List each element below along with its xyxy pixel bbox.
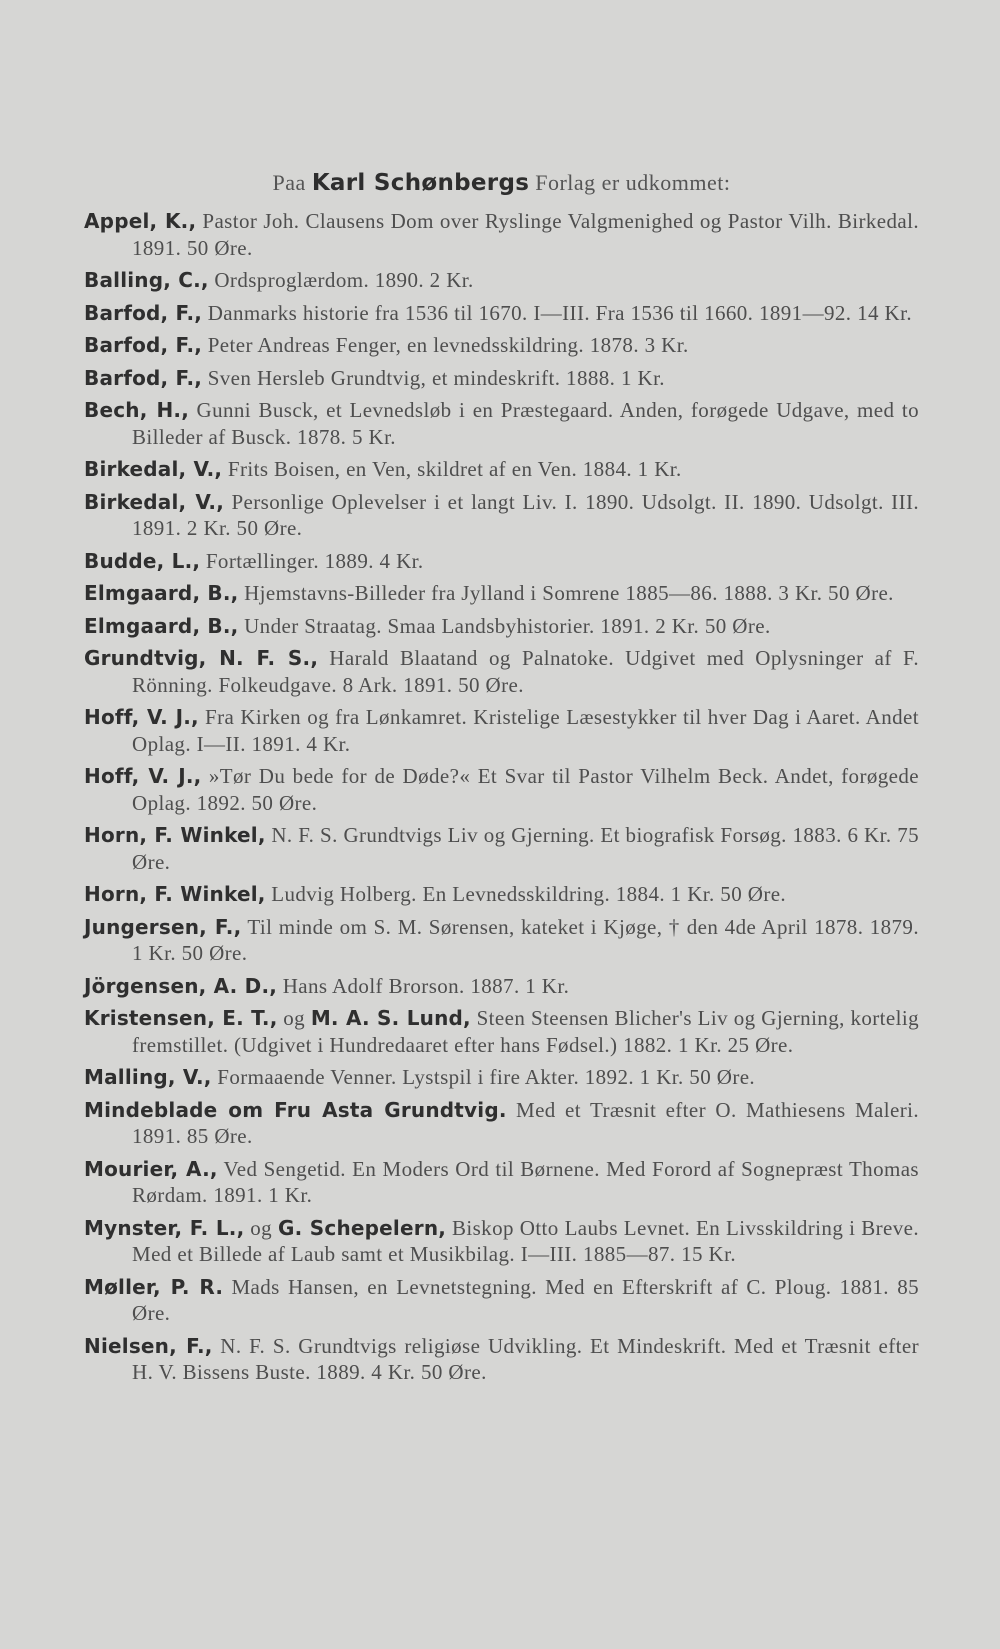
entry-description: Mads Hansen, en Levnetstegning. Med en Efterskrift af C. Ploug. 1881. 85 Øre.	[132, 1274, 919, 1325]
entry-description: Biskop Otto Laubs Levnet. En Livsskildring i Breve. Med et Billede af Laub samt et Musikbilag. I—III. 1885—87. 15 Kr.	[132, 1215, 920, 1266]
entry-description: N. F. S. Grundtvigs religiøse Udvikling. Et Mindeskrift. Med et Træsnit efter H. V. Bissens Buste. 1889. 4 Kr. 50 Øre.	[132, 1333, 919, 1384]
entry-author: Nielsen, F.,	[84, 1333, 213, 1358]
entry-description: Pastor Joh. Clausens Dom over Ryslinge Valgmenighed og Pastor Vilh. Birkedal. 1891. 50 Øre.	[132, 209, 919, 260]
catalog-entry	[84, 548, 919, 575]
entry-author: Jungersen, F.,	[84, 914, 242, 939]
catalog-entry	[84, 1156, 919, 1209]
catalog-entry	[84, 1215, 919, 1268]
entry-description: »Tør Du bede for de Døde?« Et Svar til Pastor Vilhelm Beck. Andet, forøgede Oplag. 1892. 50 Øre.	[132, 764, 919, 815]
catalog-entry	[84, 365, 919, 392]
entry-author: Kristensen, E. T.,	[84, 1006, 278, 1030]
entry-author: Møller, P. R.	[84, 1274, 224, 1299]
catalog-entry	[84, 645, 919, 698]
catalog-entry	[84, 822, 919, 875]
entry-author: Hoff, V. J.,	[84, 764, 202, 788]
entry-description: Fra Kirken og fra Lønkamret. Kristelige Læsestykker til hver Dag i Aaret. Andet Oplag. I—II. 1891. 4 Kr.	[132, 705, 919, 756]
entry-description: Hans Adolf Brorson. 1887. 1 Kr.	[282, 973, 570, 998]
entry-author: Birkedal, V.,	[84, 489, 225, 514]
entry-author: Balling, C.,	[84, 268, 209, 292]
entry-author: Jörgensen, A. D.,	[84, 973, 278, 998]
entry-author: Birkedal, V.,	[84, 457, 223, 481]
entry-joiner: og	[283, 1006, 306, 1030]
catalog-entry	[84, 1333, 919, 1386]
catalog-entry	[84, 763, 919, 816]
catalog-entry	[84, 397, 919, 450]
entry-description: Under Straatag. Smaa Landsbyhistorier. 1891. 2 Kr. 50 Øre.	[244, 613, 771, 638]
entry-author: Appel, K.,	[84, 209, 197, 233]
catalog-entry	[84, 881, 919, 908]
catalog-entry	[84, 704, 919, 757]
entry-description: N. F. S. Grundtvigs Liv og Gjerning. Et biografisk Forsøg. 1883. 6 Kr. 75 Øre.	[132, 823, 919, 874]
entry-author: Bech, H.,	[84, 398, 190, 422]
entry-author: Barfod, F.,	[84, 333, 203, 357]
entry-description: Ordsproglærdom. 1890. 2 Kr.	[214, 268, 474, 292]
catalog-entry	[84, 267, 919, 294]
entry-description: Til minde om S. M. Sørensen, kateket i Kjøge, † den 4de April 1878. 1879. 1 Kr. 50 Øre.	[132, 914, 919, 965]
catalog-entry	[84, 1064, 919, 1091]
heading-suffix: Forlag er udkommet:	[535, 170, 731, 195]
catalog-entry	[84, 1097, 919, 1150]
catalog-entry	[84, 489, 919, 542]
catalog-entry	[84, 914, 919, 967]
entry-description: Peter Andreas Fenger, en levnedsskildring. 1878. 3 Kr.	[207, 333, 689, 357]
catalog-entry	[84, 208, 919, 261]
entry-description: Gunni Busck, et Levnedsløb i en Præstegaard. Anden, forøgede Udgave, med to Billeder af Busck. 1878. 5 Kr.	[132, 398, 920, 449]
publisher-catalog-page	[84, 168, 919, 1392]
catalog-entry	[84, 1274, 919, 1327]
entry-description: Med et Træsnit efter O. Mathiesens Maleri. 1891. 85 Øre.	[132, 1097, 919, 1148]
entry-description: Steen Steensen Blicher's Liv og Gjerning, kortelig fremstillet. (Udgivet i Hundredaaret efter hans Fødsel.) 1882. 1 Kr. 25 Øre.	[132, 1006, 919, 1057]
entry-author: Malling, V.,	[84, 1065, 212, 1089]
catalog-heading	[84, 168, 919, 198]
catalog-entry	[84, 580, 919, 607]
entry-author: Budde, L.,	[84, 548, 201, 573]
entry-author: Elmgaard, B.,	[84, 581, 239, 605]
entry-author: Mindeblade om Fru Asta Grundtvig.	[84, 1097, 507, 1122]
entry-description: Frits Boisen, en Ven, skildret af en Ven. 1884. 1 Kr.	[227, 457, 682, 481]
entry-coauthor: M. A. S. Lund,	[310, 1006, 471, 1030]
entry-author: Grundtvig, N. F. S.,	[84, 646, 319, 670]
catalog-entry	[84, 456, 919, 483]
catalog-entry-list	[84, 208, 919, 1386]
publisher-name: Karl Schønbergs	[311, 170, 530, 196]
entry-description: Fortællinger. 1889. 4 Kr.	[205, 548, 424, 573]
entry-description: Harald Blaatand og Palnatoke. Udgivet med Oplysninger af F. Rönning. Folkeudgave. 8 Ark. 1891. 50 Øre.	[132, 646, 919, 697]
catalog-entry	[84, 613, 919, 640]
entry-author: Hoff, V. J.,	[84, 705, 199, 729]
heading-prefix: Paa	[272, 170, 306, 195]
catalog-entry	[84, 973, 919, 1000]
entry-description: Danmarks historie fra 1536 til 1670. I—III. Fra 1536 til 1660. 1891—92. 14 Kr.	[207, 300, 912, 325]
entry-description: Ludvig Holberg. En Levnedsskildring. 1884. 1 Kr. 50 Øre.	[271, 882, 787, 906]
entry-author: Horn, F. Winkel,	[84, 882, 266, 906]
entry-description: Ved Sengetid. En Moders Ord til Børnene. Med Forord af Sognepræst Thomas Rørdam. 1891. 1 Kr.	[132, 1156, 919, 1207]
catalog-entry	[84, 332, 919, 359]
catalog-entry	[84, 300, 919, 327]
entry-description: Personlige Oplevelser i et langt Liv. I. 1890. Udsolgt. II. 1890. Udsolgt. III. 1891. 2 Kr. 50 Øre.	[132, 489, 919, 540]
entry-joiner: og	[250, 1215, 273, 1240]
entry-author: Elmgaard, B.,	[84, 613, 239, 638]
entry-author: Mourier, A.,	[84, 1156, 218, 1181]
catalog-entry	[84, 1005, 919, 1058]
entry-author: Horn, F. Winkel,	[84, 823, 266, 847]
entry-description: Sven Hersleb Grundtvig, et mindeskrift. 1888. 1 Kr.	[207, 365, 665, 390]
entry-description: Formaaende Venner. Lystspil i fire Akter. 1892. 1 Kr. 50 Øre.	[217, 1065, 756, 1089]
entry-author: Mynster, F. L.,	[84, 1215, 245, 1240]
entry-description: Hjemstavns-Billeder fra Jylland i Somrene 1885—86. 1888. 3 Kr. 50 Øre.	[244, 581, 894, 605]
entry-author: Barfod, F.,	[84, 300, 203, 325]
entry-coauthor: G. Schepelern,	[277, 1215, 447, 1240]
entry-author: Barfod, F.,	[84, 365, 203, 390]
